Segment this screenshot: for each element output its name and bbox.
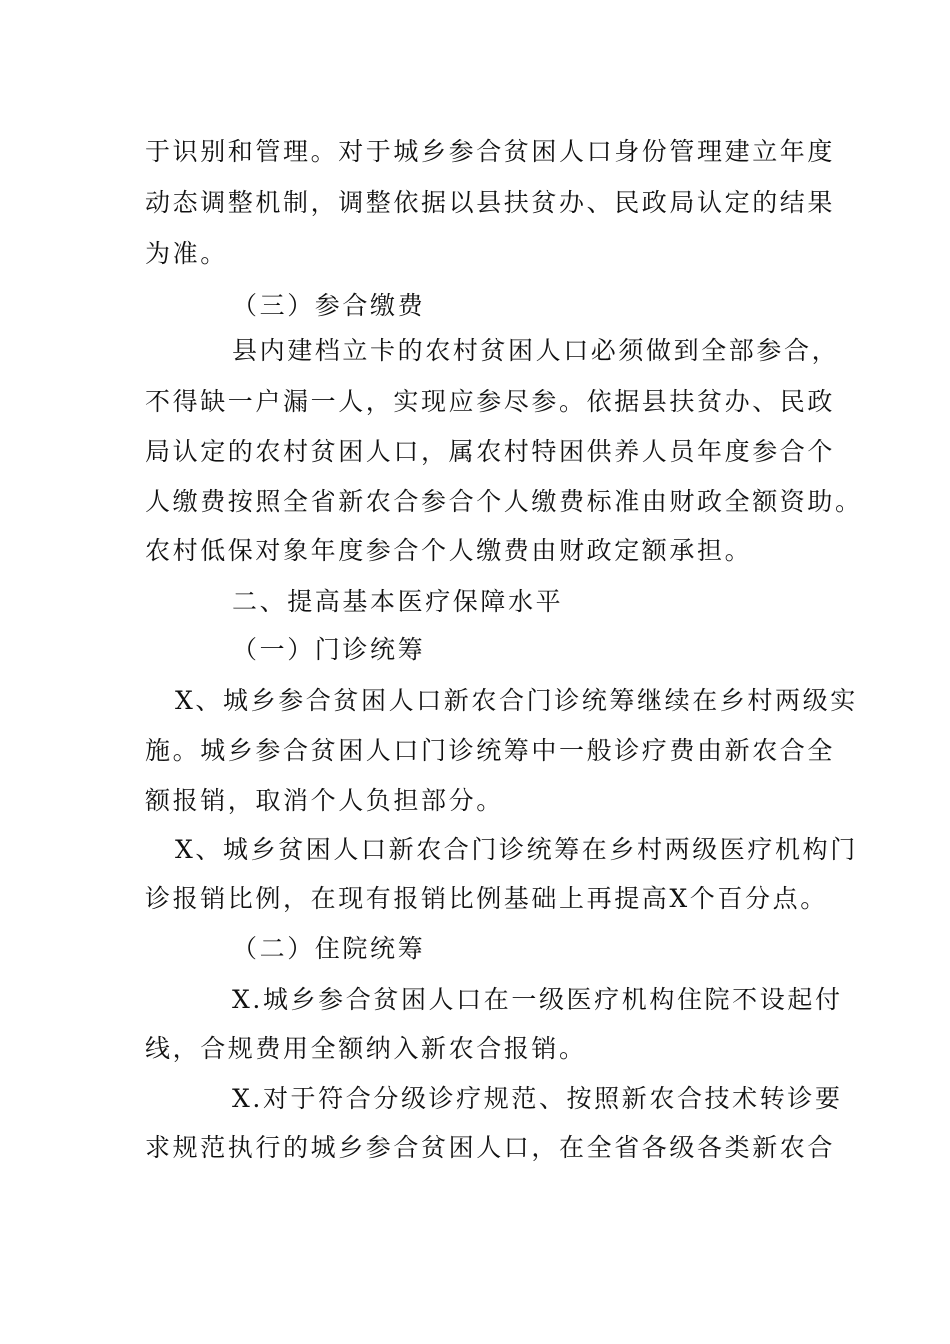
section-heading: （二）住院统筹 bbox=[232, 934, 426, 963]
body-text-line: 动态调整机制，调整依据以县扶贫办、民政局认定的结果 bbox=[145, 188, 836, 217]
body-text-line: 为准。 bbox=[145, 239, 228, 268]
body-text-line: X.对于符合分级诊疗规范、按照新农合技术转诊要 bbox=[232, 1084, 843, 1113]
body-text-line: 线，合规费用全额纳入新农合报销。 bbox=[145, 1034, 587, 1063]
body-text-line: X、城乡贫困人口新农合门诊统筹在乡村两级医疗机构门 bbox=[175, 835, 858, 864]
body-text-line: 于识别和管理。对于城乡参合贫困人口身份管理建立年度 bbox=[145, 137, 836, 166]
body-text-line: 不得缺一户漏一人，实现应参尽参。依据县扶贫办、民政 bbox=[145, 387, 836, 416]
body-text-line: X.城乡参合贫困人口在一级医疗机构住院不设起付 bbox=[232, 985, 843, 1014]
body-text-line: X、城乡参合贫困人口新农合门诊统筹继续在乡村两级实 bbox=[175, 686, 858, 715]
section-heading: （三）参合缴费 bbox=[232, 291, 426, 320]
body-text-line: 县内建档立卡的农村贫困人口必须做到全部参合， bbox=[232, 336, 840, 365]
body-text-line: 农村低保对象年度参合个人缴费由财政定额承担。 bbox=[145, 536, 753, 565]
body-text-line: 求规范执行的城乡参合贫困人口，在全省各级各类新农合 bbox=[145, 1133, 836, 1162]
body-text-line: 人缴费按照全省新农合参合个人缴费标准由财政全额资助。 bbox=[145, 487, 863, 516]
section-heading: （一）门诊统筹 bbox=[232, 635, 426, 664]
chapter-heading: 二、提高基本医疗保障水平 bbox=[232, 587, 564, 616]
body-text-line: 诊报销比例，在现有报销比例基础上再提高X个百分点。 bbox=[145, 884, 828, 913]
body-text-line: 额报销，取消个人负担部分。 bbox=[145, 786, 504, 815]
body-text-line: 局认定的农村贫困人口，属农村特困供养人员年度参合个 bbox=[145, 437, 836, 466]
body-text-line: 施。城乡参合贫困人口门诊统筹中一般诊疗费由新农合全 bbox=[145, 736, 836, 765]
